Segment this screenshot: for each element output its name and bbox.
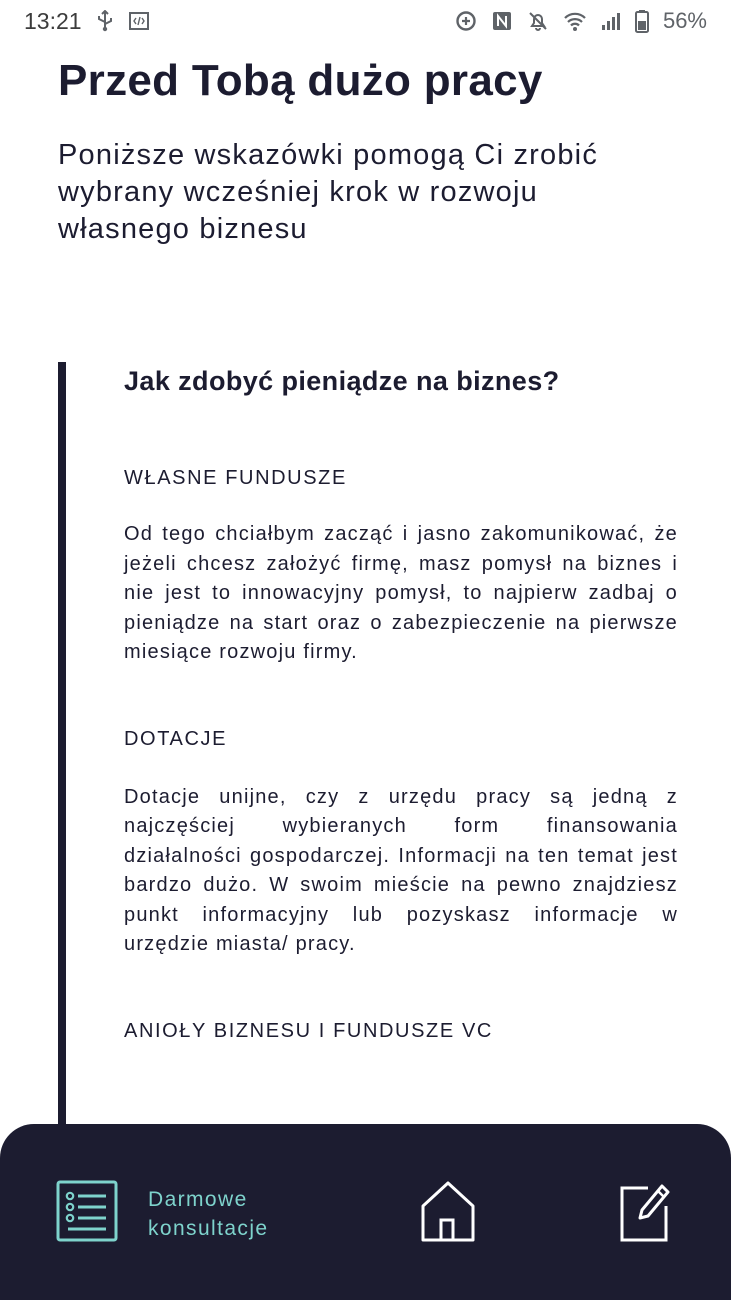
home-button[interactable]	[420, 1180, 476, 1247]
mute-icon	[527, 10, 549, 32]
section-heading: WŁASNE FUNDUSZE	[124, 467, 347, 489]
status-bar-right	[455, 8, 707, 34]
section-heading: DOTACJE	[124, 727, 228, 750]
status-time: 13:21	[24, 7, 82, 34]
section-heading: ANIOŁY BIZNESU I FUNDUSZE VC	[124, 1019, 493, 1042]
signal-icon	[601, 10, 621, 32]
section-body: Dotacje unijne, czy z urzędu pracy są jedną z najczęściej wybieranych form finansowania działalności gospodarczej. Informacji na ten temat jest bardzo dużo. W swoim mieście na pewno znajdziesz punkt informacyjny lub pozyskasz informacje w urzędzie miasta/ pracy.	[124, 785, 678, 955]
page-subtitle: Poniższe wskazówki pomogą Ci zrobić wybrany wcześniej krok w rozwoju własnego biznesu	[58, 139, 599, 245]
section-body: Od tego chciałbym zacząć i jasno zakomunikować, że jeżeli chcesz założyć firmę, masz pomysł na biznes i nie jest to innowacyjny pomysł, to najpierw zadbaj o pieniądze na start oraz o zabezpieczenie na pierwsze miesiące rozwoju firmy.	[124, 523, 678, 663]
status-bar-left	[24, 8, 150, 35]
bottom-nav	[0, 1124, 731, 1300]
article-title: Jak zdobyć pieniądze na biznes?	[124, 366, 560, 396]
status-bar	[0, 0, 731, 42]
home-icon	[420, 1229, 476, 1246]
developer-icon	[128, 10, 150, 32]
notes-button[interactable]	[618, 1182, 670, 1247]
page-title: Przed Tobą dużo pracy	[58, 56, 543, 105]
free-consultation-button[interactable]	[56, 1180, 298, 1247]
battery-percent: 56%	[662, 8, 707, 33]
data-saver-icon	[455, 10, 477, 32]
free-consultation-label: Darmowe konsultacje	[148, 1187, 269, 1240]
edit-icon	[618, 1229, 670, 1246]
battery-icon	[635, 9, 649, 33]
usb-icon	[96, 10, 114, 32]
wifi-icon	[563, 10, 587, 32]
article-card[interactable]	[58, 362, 678, 1124]
checklist-icon	[56, 1180, 118, 1247]
nfc-icon	[491, 10, 513, 32]
